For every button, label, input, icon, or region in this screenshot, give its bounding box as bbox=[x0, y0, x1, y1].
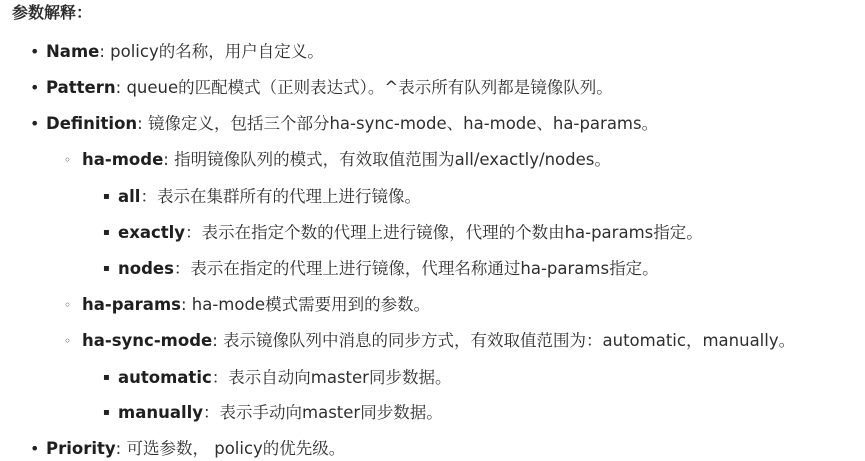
bullet-square: ▪ bbox=[103, 227, 110, 238]
param-name: exactly bbox=[118, 223, 186, 242]
param-name: Pattern bbox=[46, 78, 116, 97]
bullet-circle: ◦ bbox=[64, 334, 72, 348]
param-name: ha-sync-mode bbox=[82, 331, 213, 350]
param-desc: ：表示在指定的代理上进行镜像，代理名称通过ha-params指定。 bbox=[173, 259, 659, 278]
bullet-disc: • bbox=[30, 439, 40, 458]
bullet-square: ▪ bbox=[103, 191, 110, 202]
param-desc: ：表示手动向master同步数据。 bbox=[203, 403, 443, 422]
bullet-square: ▪ bbox=[103, 407, 110, 418]
bullet-disc: • bbox=[30, 78, 40, 97]
bullet-disc: • bbox=[30, 42, 40, 61]
param-name: ha-params bbox=[82, 295, 181, 314]
param-desc: ：表示在指定个数的代理上进行镜像，代理的个数由ha-params指定。 bbox=[185, 223, 703, 242]
bullet-disc: • bbox=[30, 114, 40, 133]
param-name: nodes bbox=[118, 259, 174, 278]
param-desc: : 表示镜像队列中消息的同步方式，有效取值范围为：automatic，manually。 bbox=[212, 331, 796, 350]
param-name: manually bbox=[118, 403, 204, 422]
param-desc: : 镜像定义，包括三个部分ha-sync-mode、ha-mode、ha-params。 bbox=[137, 114, 659, 133]
param-desc: ：表示自动向master同步数据。 bbox=[211, 368, 452, 387]
bullet-square: ▪ bbox=[103, 263, 110, 274]
bullet-square: ▪ bbox=[103, 372, 110, 383]
param-desc: : 可选参数， policy的优先级。 bbox=[115, 439, 346, 458]
param-desc: : ha-mode模式需要用到的参数。 bbox=[180, 295, 431, 314]
section-heading: 参数解释： bbox=[12, 3, 93, 22]
param-desc: : 指明镜像队列的模式，有效取值范围为all/exactly/nodes。 bbox=[163, 150, 611, 169]
param-name: Definition bbox=[46, 114, 138, 133]
param-name: ha-mode bbox=[82, 150, 164, 169]
param-name: all bbox=[118, 187, 141, 206]
param-desc: : policy的名称，用户自定义。 bbox=[99, 42, 324, 61]
bullet-circle: ◦ bbox=[64, 153, 72, 167]
param-name: Priority bbox=[46, 439, 116, 458]
param-desc: ：表示在集群所有的代理上进行镜像。 bbox=[140, 187, 421, 206]
param-name: automatic bbox=[118, 368, 212, 387]
bullet-circle: ◦ bbox=[64, 298, 72, 312]
param-desc: : queue的匹配模式（正则表达式）。^表示所有队列都是镜像队列。 bbox=[115, 78, 613, 97]
param-name: Name bbox=[46, 42, 100, 61]
